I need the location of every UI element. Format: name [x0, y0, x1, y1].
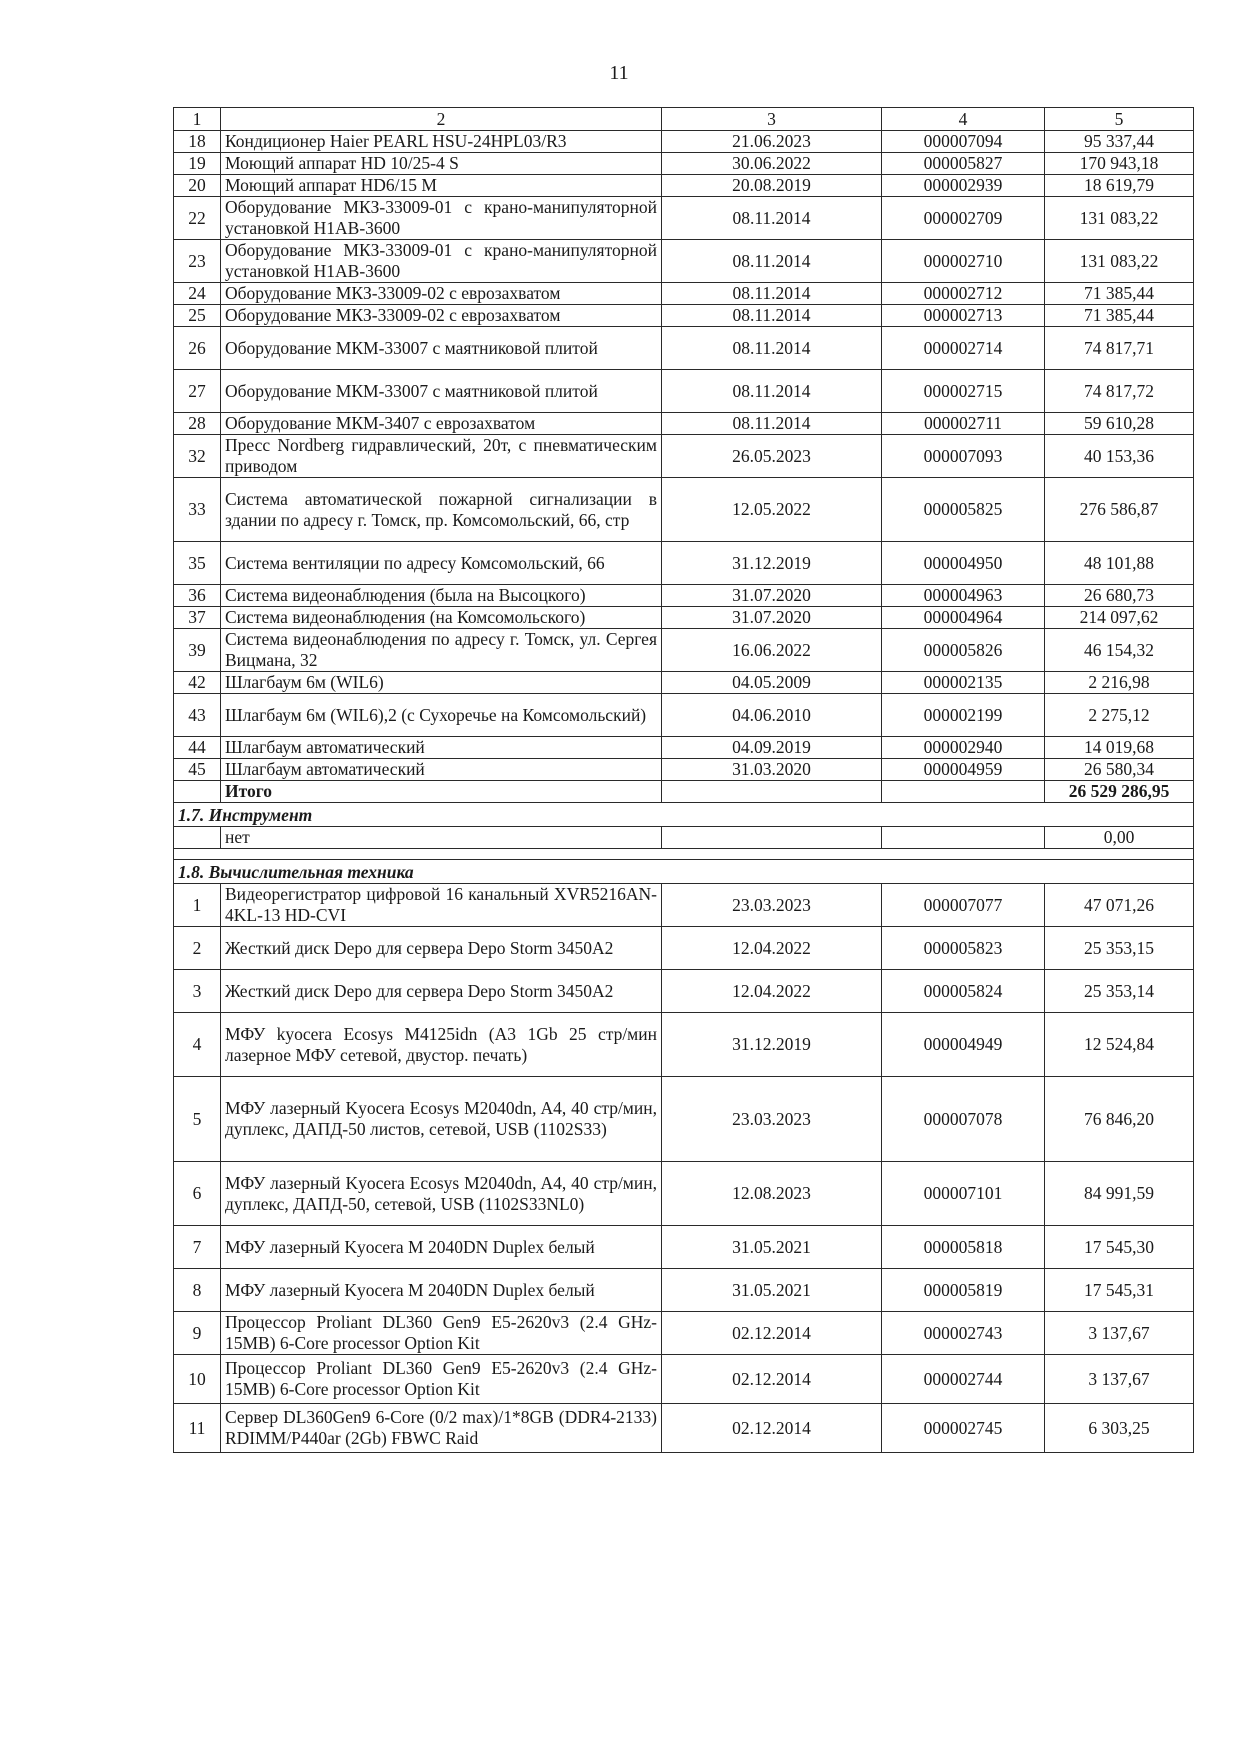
table-row [174, 1355, 1194, 1404]
inventory-number: 000004949 [882, 1013, 1045, 1077]
row-number: 2 [174, 927, 221, 970]
table-row [174, 1013, 1194, 1077]
book-value: 40 153,36 [1045, 435, 1194, 478]
acquisition-date: 31.07.2020 [662, 607, 882, 629]
row-number: 18 [174, 131, 221, 153]
acquisition-date: 31.07.2020 [662, 585, 882, 607]
inventory-table [173, 107, 1194, 1453]
row-number [174, 827, 221, 849]
acquisition-date: 02.12.2014 [662, 1312, 882, 1355]
row-number: 32 [174, 435, 221, 478]
book-value: 2 216,98 [1045, 672, 1194, 694]
inventory-number: 000005818 [882, 1226, 1045, 1269]
inventory-number: 000002713 [882, 305, 1045, 327]
book-value: 17 545,31 [1045, 1269, 1194, 1312]
table-row [174, 672, 1194, 694]
table-row [174, 1162, 1194, 1226]
acquisition-date: 21.06.2023 [662, 131, 882, 153]
asset-name: Система видеонаблюдения (была на Высоцкого) [221, 585, 662, 607]
asset-name: Процессор Proliant DL360 Gen9 E5-2620v3 (2.4 GHz-15MB) 6-Core processor Option Kit [221, 1355, 662, 1404]
inventory-number: 000002744 [882, 1355, 1045, 1404]
book-value: 95 337,44 [1045, 131, 1194, 153]
inventory-number: 000005824 [882, 970, 1045, 1013]
inventory-number: 000002710 [882, 240, 1045, 283]
acquisition-date [662, 827, 882, 849]
acquisition-date: 08.11.2014 [662, 413, 882, 435]
total-blank-4 [882, 781, 1045, 803]
book-value: 14 019,68 [1045, 737, 1194, 759]
book-value: 76 846,20 [1045, 1077, 1194, 1162]
acquisition-date: 04.05.2009 [662, 672, 882, 694]
book-value: 74 817,71 [1045, 327, 1194, 370]
row-number: 7 [174, 1226, 221, 1269]
acquisition-date: 12.04.2022 [662, 927, 882, 970]
inventory-number: 000004964 [882, 607, 1045, 629]
section-tools [174, 803, 1194, 827]
book-value: 3 137,67 [1045, 1312, 1194, 1355]
table-row [174, 759, 1194, 781]
inventory-number: 000005819 [882, 1269, 1045, 1312]
table-row [174, 478, 1194, 542]
asset-name: Оборудование МКЗ-33009-02 с еврозахватом [221, 283, 662, 305]
inventory-number: 000005823 [882, 927, 1045, 970]
acquisition-date: 02.12.2014 [662, 1355, 882, 1404]
acquisition-date: 12.08.2023 [662, 1162, 882, 1226]
acquisition-date: 12.05.2022 [662, 478, 882, 542]
table-row [174, 927, 1194, 970]
table-row [174, 413, 1194, 435]
acquisition-date: 08.11.2014 [662, 327, 882, 370]
table-row [174, 197, 1194, 240]
acquisition-date: 23.03.2023 [662, 1077, 882, 1162]
table-row [174, 737, 1194, 759]
book-value: 47 071,26 [1045, 884, 1194, 927]
asset-name: Пресс Nordberg гидравлический, 20т, с пневматическим приводом [221, 435, 662, 478]
asset-name: Жесткий диск Depo для сервера Depo Storm 3450A2 [221, 927, 662, 970]
inventory-number: 000005825 [882, 478, 1045, 542]
acquisition-date: 30.06.2022 [662, 153, 882, 175]
table-row [174, 131, 1194, 153]
acquisition-date: 31.05.2021 [662, 1226, 882, 1269]
table-row [174, 607, 1194, 629]
inventory-number: 000002940 [882, 737, 1045, 759]
inventory-number: 000002135 [882, 672, 1045, 694]
row-number: 36 [174, 585, 221, 607]
row-number: 22 [174, 197, 221, 240]
table-row [174, 283, 1194, 305]
total-amount: 26 529 286,95 [1045, 781, 1194, 803]
row-number: 43 [174, 694, 221, 737]
row-number: 27 [174, 370, 221, 413]
row-number: 37 [174, 607, 221, 629]
asset-name: Сервер DL360Gen9 6-Core (0/2 max)/1*8GB (DDR4-2133) RDIMM/P440ar (2Gb) FBWC Raid [221, 1404, 662, 1453]
asset-name: Шлагбаум 6м (WIL6) [221, 672, 662, 694]
asset-name: Система видеонаблюдения (на Комсомольского) [221, 607, 662, 629]
asset-name: Оборудование МКМ-33007 с маятниковой плитой [221, 327, 662, 370]
asset-name: Процессор Proliant DL360 Gen9 E5-2620v3 (2.4 GHz-15MB) 6-Core processor Option Kit [221, 1312, 662, 1355]
book-value: 2 275,12 [1045, 694, 1194, 737]
table-row [174, 585, 1194, 607]
acquisition-date: 31.05.2021 [662, 1269, 882, 1312]
row-number: 11 [174, 1404, 221, 1453]
row-number: 26 [174, 327, 221, 370]
inventory-number: 000002709 [882, 197, 1045, 240]
header-col-2: 2 [221, 108, 662, 131]
table-row [174, 305, 1194, 327]
acquisition-date: 20.08.2019 [662, 175, 882, 197]
asset-name: Оборудование МКЗ-33009-02 с еврозахватом [221, 305, 662, 327]
header-col-5: 5 [1045, 108, 1194, 131]
inventory-number: 000002715 [882, 370, 1045, 413]
header-col-4: 4 [882, 108, 1045, 131]
asset-name: Оборудование МКЗ-33009-01 с крано-манипуляторной установкой H1AB-3600 [221, 197, 662, 240]
acquisition-date: 08.11.2014 [662, 283, 882, 305]
inventory-number: 000002712 [882, 283, 1045, 305]
asset-name: МФУ лазерный Kyocera Ecosys M2040dn, A4, 40 стр/мин, дуплекс, ДАПД-50, сетевой, USB (1102S33NL0) [221, 1162, 662, 1226]
row-number: 35 [174, 542, 221, 585]
section-tools-title: 1.7. Инструмент [174, 803, 1194, 827]
book-value: 48 101,88 [1045, 542, 1194, 585]
row-number: 19 [174, 153, 221, 175]
acquisition-date: 31.12.2019 [662, 1013, 882, 1077]
book-value: 26 580,34 [1045, 759, 1194, 781]
table-row [174, 435, 1194, 478]
total-row [174, 781, 1194, 803]
asset-name: МФУ лазерный Kyocera Ecosys M2040dn, A4, 40 стр/мин, дуплекс, ДАПД-50 листов, сетевой, USB (1102S33) [221, 1077, 662, 1162]
inventory-number: 000002199 [882, 694, 1045, 737]
acquisition-date: 08.11.2014 [662, 370, 882, 413]
asset-name: Система вентиляции по адресу Комсомольский, 66 [221, 542, 662, 585]
acquisition-date: 02.12.2014 [662, 1404, 882, 1453]
table-row [174, 970, 1194, 1013]
inventory-number: 000004963 [882, 585, 1045, 607]
book-value: 18 619,79 [1045, 175, 1194, 197]
asset-name: Оборудование МКМ-33007 с маятниковой плитой [221, 370, 662, 413]
row-number: 9 [174, 1312, 221, 1355]
row-number: 23 [174, 240, 221, 283]
inventory-number: 000007094 [882, 131, 1045, 153]
acquisition-date: 08.11.2014 [662, 305, 882, 327]
total-blank-3 [662, 781, 882, 803]
asset-name: Шлагбаум 6м (WIL6),2 (с Сухоречье на Комсомольский) [221, 694, 662, 737]
book-value: 3 137,67 [1045, 1355, 1194, 1404]
row-number: 20 [174, 175, 221, 197]
section-computers [174, 860, 1194, 884]
inventory-table-body [174, 108, 1194, 1453]
book-value: 74 817,72 [1045, 370, 1194, 413]
asset-name: МФУ лазерный Kyocera M 2040DN Duplex белый [221, 1226, 662, 1269]
table-row [174, 1077, 1194, 1162]
table-row [174, 884, 1194, 927]
row-number: 42 [174, 672, 221, 694]
acquisition-date: 04.09.2019 [662, 737, 882, 759]
book-value: 25 353,15 [1045, 927, 1194, 970]
inventory-number: 000002714 [882, 327, 1045, 370]
inventory-number: 000004950 [882, 542, 1045, 585]
row-number: 25 [174, 305, 221, 327]
row-number: 6 [174, 1162, 221, 1226]
acquisition-date: 08.11.2014 [662, 240, 882, 283]
total-blank-1 [174, 781, 221, 803]
acquisition-date: 04.06.2010 [662, 694, 882, 737]
row-number: 3 [174, 970, 221, 1013]
asset-name: Оборудование МКМ-3407 с еврозахватом [221, 413, 662, 435]
section-gap-cell [174, 849, 1194, 860]
acquisition-date: 23.03.2023 [662, 884, 882, 927]
book-value: 0,00 [1045, 827, 1194, 849]
section-gap [174, 849, 1194, 860]
book-value: 46 154,32 [1045, 629, 1194, 672]
row-number: 28 [174, 413, 221, 435]
book-value: 131 083,22 [1045, 197, 1194, 240]
table-row [174, 327, 1194, 370]
book-value: 71 385,44 [1045, 283, 1194, 305]
table-row [174, 370, 1194, 413]
book-value: 276 586,87 [1045, 478, 1194, 542]
book-value: 131 083,22 [1045, 240, 1194, 283]
asset-name: МФУ лазерный Kyocera M 2040DN Duplex белый [221, 1269, 662, 1312]
asset-name: Оборудование МКЗ-33009-01 с крано-манипуляторной установкой H1AB-3600 [221, 240, 662, 283]
inventory-number: 000004959 [882, 759, 1045, 781]
book-value: 12 524,84 [1045, 1013, 1194, 1077]
header-col-1: 1 [174, 108, 221, 131]
inventory-number: 000005826 [882, 629, 1045, 672]
table-row [174, 1312, 1194, 1355]
acquisition-date: 31.12.2019 [662, 542, 882, 585]
inventory-number: 000007078 [882, 1077, 1045, 1162]
row-number: 33 [174, 478, 221, 542]
book-value: 71 385,44 [1045, 305, 1194, 327]
book-value: 25 353,14 [1045, 970, 1194, 1013]
inventory-number: 000005827 [882, 153, 1045, 175]
asset-name: Кондиционер Haier PEARL HSU-24HPL03/R3 [221, 131, 662, 153]
book-value: 84 991,59 [1045, 1162, 1194, 1226]
asset-name: МФУ kyocera Ecosys M4125idn (A3 1Gb 25 стр/мин лазерное МФУ сетевой, двустор. печать) [221, 1013, 662, 1077]
asset-name: Моющий аппарат HD6/15 M [221, 175, 662, 197]
asset-name: Жесткий диск Depo для сервера Depo Storm 3450A2 [221, 970, 662, 1013]
asset-name: Моющий аппарат HD 10/25-4 S [221, 153, 662, 175]
table-row [174, 542, 1194, 585]
table-header-row [174, 108, 1194, 131]
asset-name: Шлагбаум автоматический [221, 737, 662, 759]
inventory-number: 000002711 [882, 413, 1045, 435]
table-row [174, 153, 1194, 175]
inventory-number: 000002745 [882, 1404, 1045, 1453]
table-row [174, 629, 1194, 672]
book-value: 214 097,62 [1045, 607, 1194, 629]
row-number: 39 [174, 629, 221, 672]
acquisition-date: 12.04.2022 [662, 970, 882, 1013]
row-number: 10 [174, 1355, 221, 1404]
inventory-number: 000007093 [882, 435, 1045, 478]
asset-name: Шлагбаум автоматический [221, 759, 662, 781]
inventory-number: 000002939 [882, 175, 1045, 197]
acquisition-date: 31.03.2020 [662, 759, 882, 781]
inventory-number: 000007101 [882, 1162, 1045, 1226]
table-row [174, 1226, 1194, 1269]
inventory-number [882, 827, 1045, 849]
total-label: Итого [221, 781, 662, 803]
table-row [174, 827, 1194, 849]
asset-name: нет [221, 827, 662, 849]
page-number: 11 [609, 62, 629, 84]
table-row [174, 1404, 1194, 1453]
row-number: 1 [174, 884, 221, 927]
row-number: 44 [174, 737, 221, 759]
row-number: 24 [174, 283, 221, 305]
inventory-number: 000002743 [882, 1312, 1045, 1355]
section-computers-title: 1.8. Вычислительная техника [174, 860, 1194, 884]
asset-name: Система автоматической пожарной сигнализации в здании по адресу г. Томск, пр. Комсомольский, 66, стр [221, 478, 662, 542]
header-col-3: 3 [662, 108, 882, 131]
acquisition-date: 08.11.2014 [662, 197, 882, 240]
row-number: 4 [174, 1013, 221, 1077]
acquisition-date: 26.05.2023 [662, 435, 882, 478]
book-value: 59 610,28 [1045, 413, 1194, 435]
acquisition-date: 16.06.2022 [662, 629, 882, 672]
book-value: 170 943,18 [1045, 153, 1194, 175]
table-row [174, 694, 1194, 737]
asset-name: Система видеонаблюдения по адресу г. Томск, ул. Сергея Вицмана, 32 [221, 629, 662, 672]
row-number: 45 [174, 759, 221, 781]
asset-name: Видеорегистратор цифровой 16 канальный XVR5216AN-4KL-13 HD-CVI [221, 884, 662, 927]
book-value: 26 680,73 [1045, 585, 1194, 607]
inventory-number: 000007077 [882, 884, 1045, 927]
table-row [174, 1269, 1194, 1312]
table-row [174, 175, 1194, 197]
book-value: 6 303,25 [1045, 1404, 1194, 1453]
table-row [174, 240, 1194, 283]
row-number: 8 [174, 1269, 221, 1312]
book-value: 17 545,30 [1045, 1226, 1194, 1269]
row-number: 5 [174, 1077, 221, 1162]
